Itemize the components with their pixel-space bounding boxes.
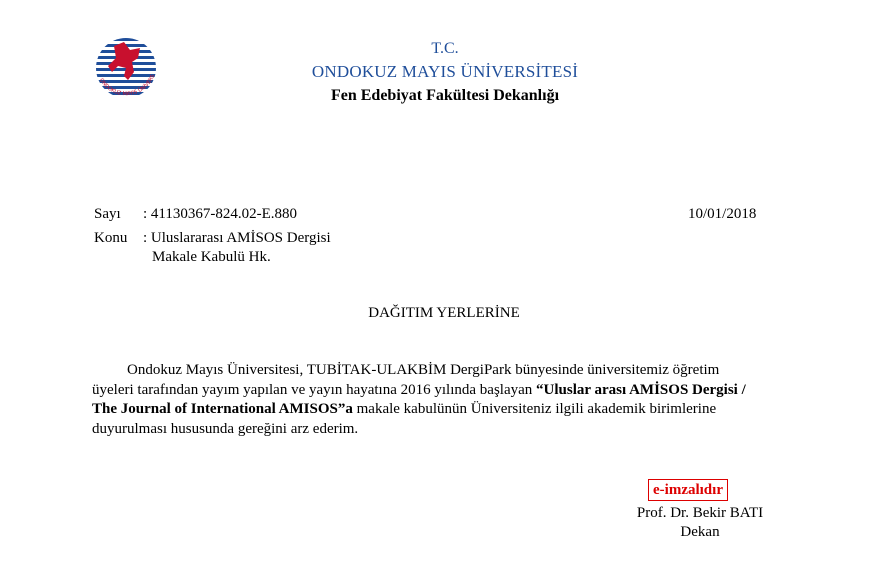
signer-name: Prof. Dr. Bekir BATI	[636, 505, 764, 521]
body-text-1: Ondokuz Mayıs Üniversitesi, TUBİTAK-ULAKBİM DergiPark bünyesinde üniversitemiz öğretim üyeleri tarafından yayım yapılan ve yayın hayatına 2016 yılında başlayan	[92, 362, 720, 398]
konu-line-2: Makale Kabulü Hk.	[152, 249, 271, 265]
header-tc: T.C.	[431, 40, 459, 57]
document-date: 10/01/2018	[688, 206, 757, 222]
sayi-label: Sayı	[94, 206, 121, 222]
university-logo	[88, 32, 164, 112]
letter-body	[92, 361, 762, 439]
sayi-value: : 41130367-824.02-E.880	[143, 206, 298, 222]
header-university: ONDOKUZ MAYIS ÜNİVERSİTESİ	[311, 62, 579, 81]
body-text-2: makale kabulünün Üniversiteniz ilgili akademik birimlerine duyurulması hususunda gereğini arz ederim.	[92, 401, 717, 437]
konu-line-1: : Uluslararası AMİSOS Dergisi	[143, 230, 331, 246]
distribution-title: DAĞITIM YERLERİNE	[368, 305, 520, 321]
signer-title: Dekan	[680, 524, 720, 540]
header-faculty: Fen Edebiyat Fakültesi Dekanlığı	[330, 87, 560, 104]
e-signature-stamp: e-imzalıdır	[648, 479, 728, 501]
body-text-bold: “Uluslar arası AMİSOS Dergisi / The Journal of International AMISOS”a	[92, 381, 746, 417]
konu-label: Konu	[94, 230, 128, 246]
svg-text:ONDOKUZ MAYIS ÜNİVERSİTESİ: ONDOKUZ MAYIS ÜNİVERS	[97, 73, 157, 98]
